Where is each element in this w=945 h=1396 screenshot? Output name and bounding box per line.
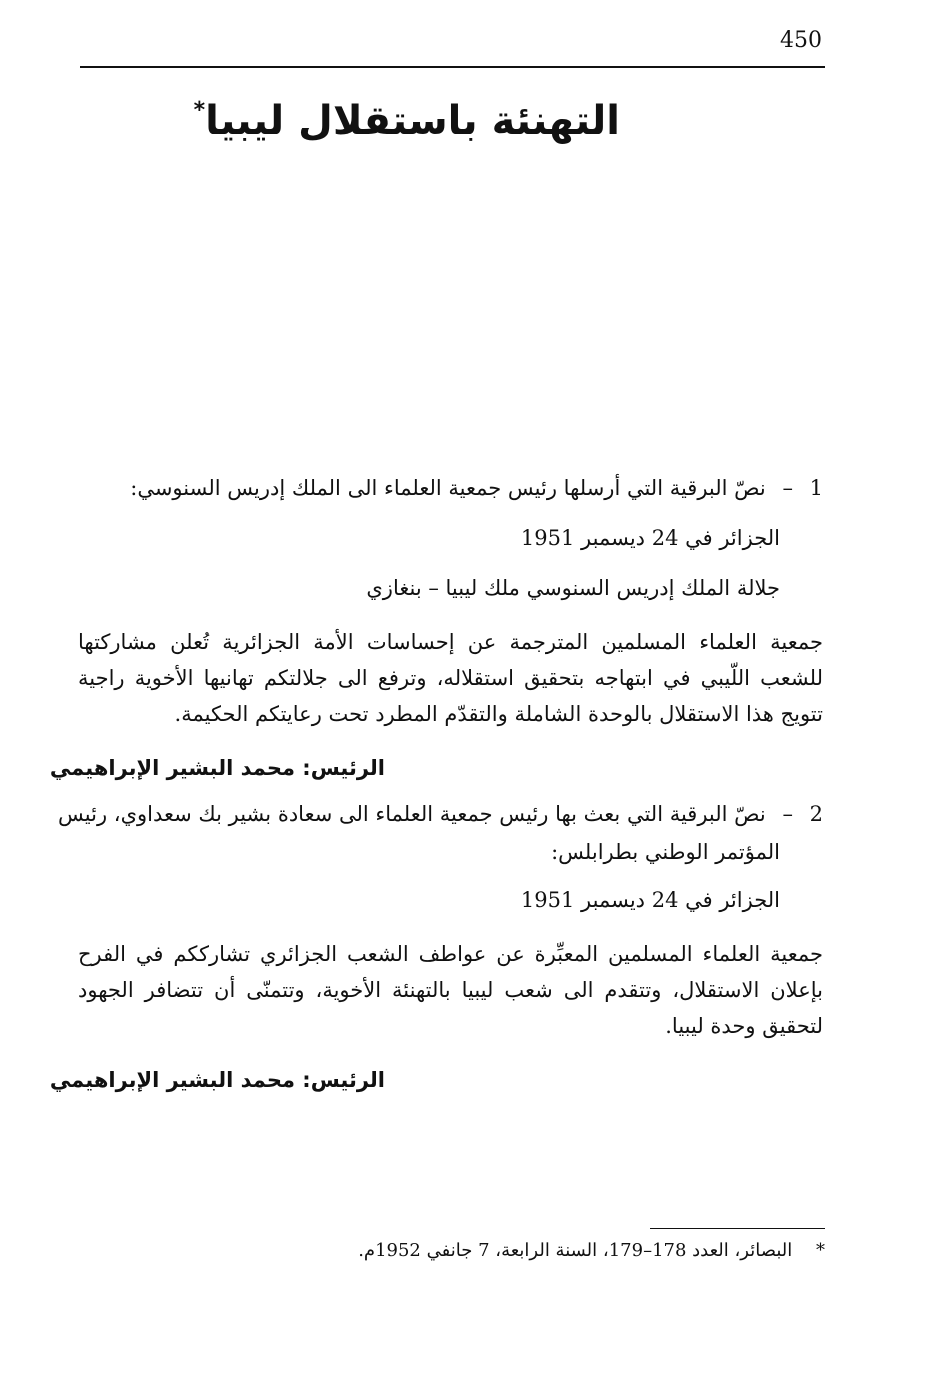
section1-signature: الرئيس: محمد البشير الإبراهيمي [49, 756, 385, 780]
footnote-text: البصائر، العدد 178–179، السنة الرابعة، 7 جانفي 1952م. [358, 1240, 793, 1261]
section1-date: الجزائر في 24 ديسمبر 1951 [520, 526, 780, 550]
section2-signature: الرئيس: محمد البشير الإبراهيمي [49, 1068, 385, 1092]
section2-heading-line2: المؤتمر الوطني بطرابلس: [551, 840, 780, 864]
title-text: التهنئة باستقلال ليبيا [205, 98, 620, 144]
footnote-mark: * [816, 1240, 825, 1261]
section1-heading-text: نصّ البرقية التي أرسلها رئيس جمعية العلماء الى الملك إدريس السنوسي: [130, 476, 766, 500]
section2-number: 2 [809, 802, 823, 826]
section1-dash: – [782, 476, 793, 500]
section1-heading [130, 476, 823, 500]
title-footnote-mark: * [193, 98, 206, 123]
page-title [194, 98, 620, 144]
section1-number: 1 [809, 476, 823, 500]
section2-dash: – [782, 802, 793, 826]
section2-body: جمعية العلماء المسلمين المعبِّرة عن عواطف الشعب الجزائري تشارككم في الفرح بإعلان الاستقلال، وتتقدم الى شعب ليبيا بالتهنئة الأخوية، وتتمنّى أن تتضافر الجهود لتحقيق وحدة ليبيا. [78, 942, 823, 1038]
section2-heading-line1 [58, 802, 823, 826]
section2-date: الجزائر في 24 ديسمبر 1951 [520, 888, 780, 912]
footnote-rule [650, 1228, 825, 1229]
section1-addressee: جلالة الملك إدريس السنوسي ملك ليبيا – بنغازي [366, 576, 780, 600]
header-rule [80, 66, 825, 68]
section2-heading-text: نصّ البرقية التي بعث بها رئيس جمعية العلماء الى سعادة بشير بك سعداوي، رئيس [58, 802, 766, 826]
section1-body: جمعية العلماء المسلمين المترجمة عن إحساسات الأمة الجزائرية تُعلن مشاركتها للشعب اللّيبي في ابتهاجه بتحقيق استقلاله، وترفع الى جلالتكم تهانيها الأخوية راجية تتويج هذا الاستقلال بالوحدة الشاملة والتقدّم المطرد تحت رعايتكم الحكيمة. [78, 630, 823, 726]
page-number: 450 [780, 28, 822, 53]
footnote [358, 1240, 825, 1261]
